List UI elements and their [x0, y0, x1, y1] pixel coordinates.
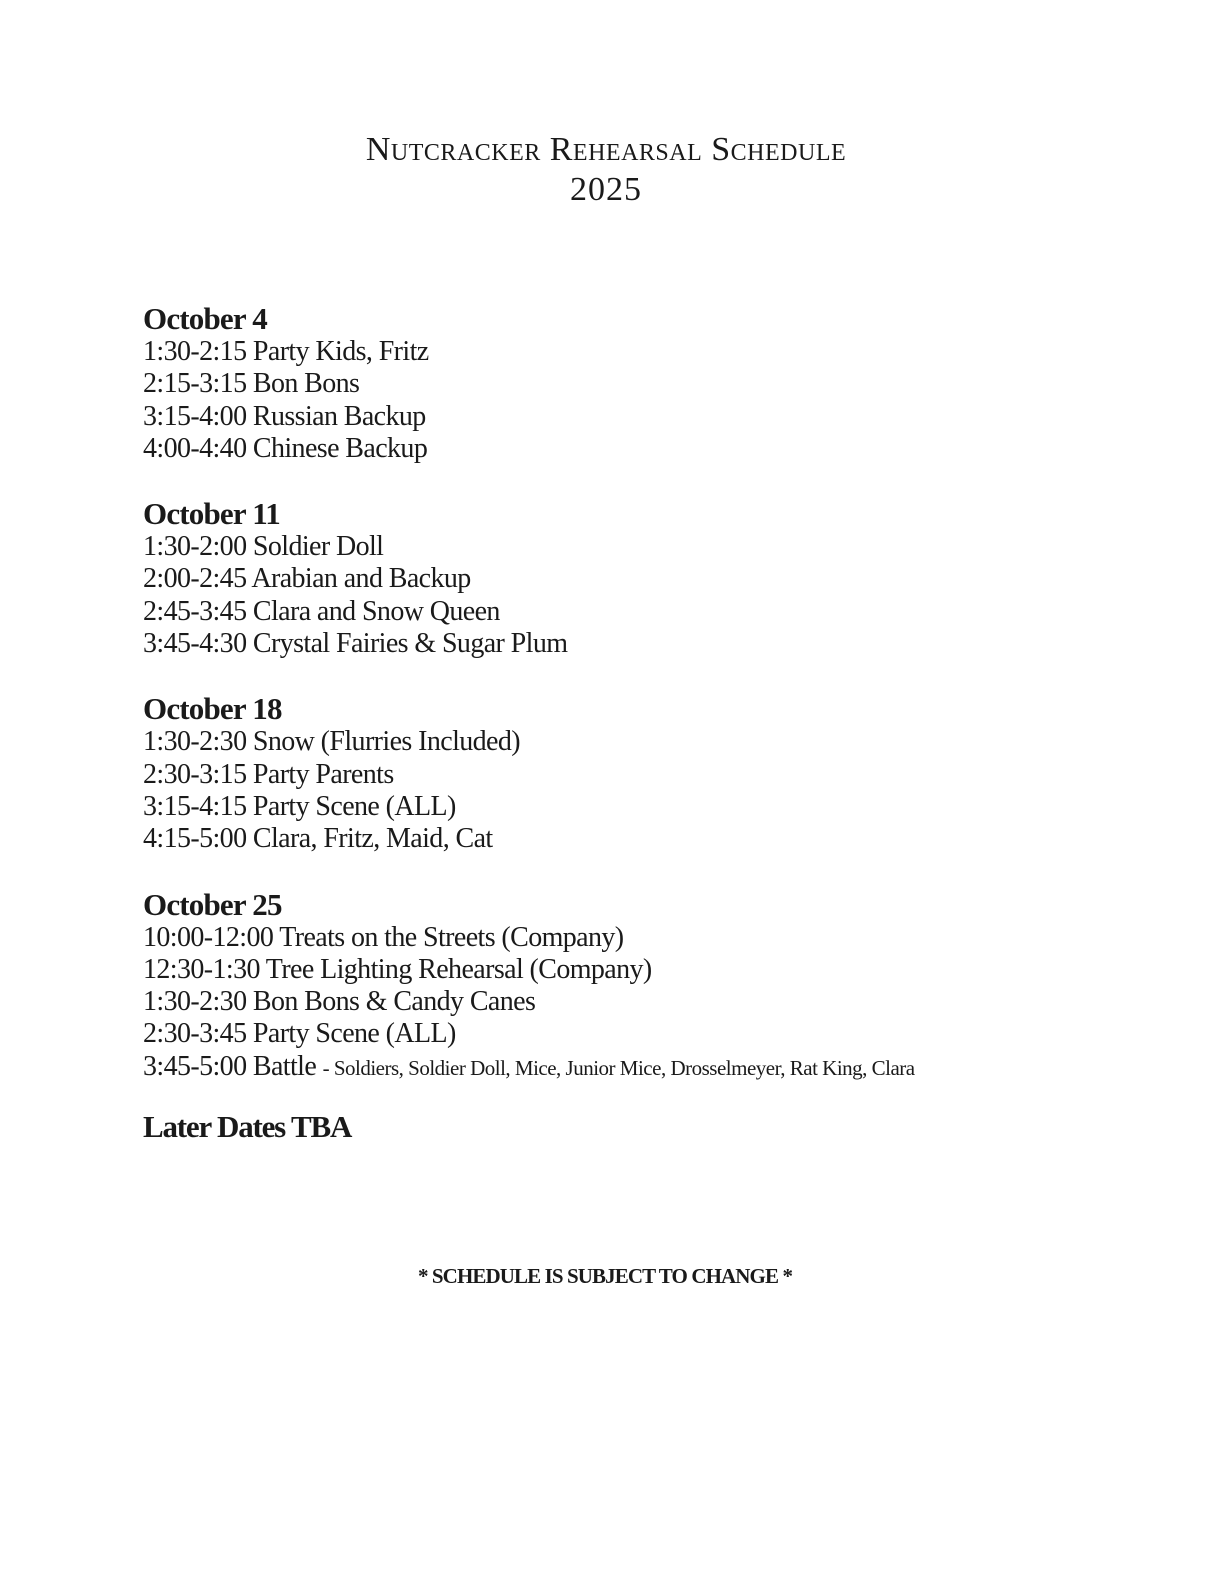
schedule-entry [143, 368, 1143, 400]
schedule-entry [143, 954, 1143, 986]
entry-text: Party Scene (ALL) [252, 790, 456, 822]
entry-time: 1:30-2:30 [143, 726, 247, 758]
day-heading: October 11 [143, 496, 280, 532]
entry-text: Snow (Flurries Included) [252, 726, 520, 758]
entry-text: Clara, Fritz, Maid, Cat [252, 823, 493, 855]
schedule-entry [143, 791, 1143, 823]
entry-time: 3:15-4:15 [143, 790, 247, 822]
page-year: 2025 [570, 171, 642, 208]
entry-time: 2:30-3:45 [143, 1018, 247, 1050]
day-block [143, 300, 1143, 465]
entry-text: Party Scene (ALL) [252, 1018, 456, 1050]
entry-time: 4:15-5:00 [143, 823, 247, 855]
day-block [143, 886, 1143, 1084]
entry-text: Chinese Backup [252, 432, 428, 464]
entry-time: 4:00-4:40 [143, 432, 247, 464]
change-notice: * SCHEDULE IS SUBJECT TO CHANGE * [417, 1264, 793, 1288]
entry-time: 3:45-4:30 [143, 628, 247, 660]
schedule-entry [143, 823, 1143, 855]
entry-text: Battle [252, 1050, 317, 1082]
entry-text: Clara and Snow Queen [252, 595, 500, 627]
entry-time: 2:15-3:15 [143, 368, 247, 400]
schedule-entry [143, 628, 1143, 660]
entry-text: Tree Lighting Rehearsal (Company) [265, 953, 652, 985]
entry-text: Bon Bons [252, 368, 360, 400]
entry-text: Party Parents [252, 758, 394, 790]
entry-time: 12:30-1:30 [143, 953, 260, 985]
schedule-entry [143, 401, 1143, 433]
entry-time: 3:45-5:00 [143, 1050, 247, 1082]
day-block [143, 495, 1143, 660]
schedule-entry [143, 433, 1143, 465]
day-heading: October 25 [143, 886, 282, 922]
entry-text: Soldier Doll [252, 531, 384, 563]
later-dates-heading: Later Dates TBA [143, 1109, 352, 1145]
schedule-entry [143, 922, 1143, 954]
entry-time: 2:45-3:45 [143, 595, 247, 627]
schedule-entry [143, 1018, 1143, 1050]
page-title: Nutcracker Rehearsal Schedule [365, 131, 847, 168]
schedule-entry [143, 1051, 1143, 1084]
schedule-entry [143, 531, 1143, 563]
entry-text: Party Kids, Fritz [252, 336, 429, 367]
title-block [0, 130, 1212, 210]
entry-time: 2:00-2:45 [143, 563, 247, 595]
schedule-entry [143, 726, 1143, 758]
day-heading: October 4 [143, 301, 267, 336]
entry-time: 1:30-2:15 [143, 336, 247, 367]
entry-text: Bon Bons & Candy Canes [252, 986, 536, 1018]
entry-time: 2:30-3:15 [143, 758, 247, 790]
entry-time: 3:15-4:00 [143, 400, 247, 432]
entry-text: Arabian and Backup [251, 563, 471, 595]
entry-time: 10:00-12:00 [143, 921, 274, 953]
entry-time: 1:30-2:00 [143, 531, 247, 563]
entry-detail: - Soldiers, Soldier Doll, Mice, Junior Mice, Drosselmeyer, Rat King, Clara [322, 1055, 915, 1080]
schedule-entry [143, 596, 1143, 628]
schedule-entry [143, 986, 1143, 1018]
schedule-entry [143, 336, 1143, 368]
day-heading: October 18 [143, 691, 282, 727]
entry-text: Treats on the Streets (Company) [279, 921, 624, 953]
entry-text: Crystal Fairies & Sugar Plum [252, 628, 568, 660]
schedule-entry [143, 563, 1143, 595]
day-block [143, 690, 1143, 855]
schedule-list [143, 300, 1143, 1146]
entry-text: Russian Backup [252, 400, 426, 432]
schedule-entry [143, 759, 1143, 791]
entry-time: 1:30-2:30 [143, 986, 247, 1018]
